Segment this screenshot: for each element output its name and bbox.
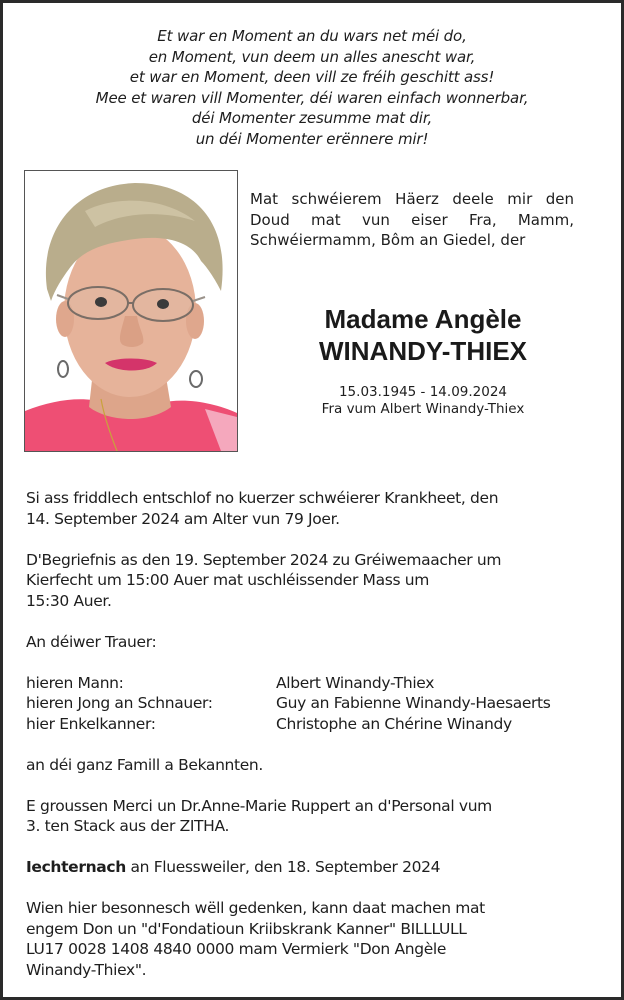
family-line: an déi ganz Famill a Bekannten. <box>26 755 263 774</box>
life-dates-block <box>293 384 553 418</box>
mourners-list <box>26 673 606 735</box>
spouse-line: Fra vum Albert Winandy-Thiex <box>321 401 525 417</box>
memorial-poem <box>3 26 621 149</box>
intro-line: Schwéiermamm, Bôm an Giedel, der <box>250 231 526 249</box>
mourner-names: Christophe an Chérine Winandy <box>276 714 512 733</box>
donation-line: engem Don un "d'Fondatioun Kriibskrank Kanner" BILLLULL <box>26 919 467 938</box>
intro-line: Mat schwéierem Häerz deele mir den <box>250 190 574 208</box>
funeral-line: D'Begriefnis as den 19. September 2024 zu Gréiwemaacher um <box>26 550 502 569</box>
poem-line: un déi Momenter erënnere mir! <box>195 129 429 148</box>
mourning-heading: An déiwer Trauer: <box>26 632 157 651</box>
mourner-relation: hier Enkelkanner: <box>26 714 156 733</box>
announcement-intro <box>250 189 574 251</box>
poem-line: et war en Moment, deen vill ze fréih geschitt ass! <box>129 68 495 86</box>
thanks <box>26 796 606 837</box>
poem-line: Mee et waren vill Momenter, déi waren einfach wonnerbar, <box>95 88 529 107</box>
thanks-line: E groussen Merci un Dr.Anne-Marie Ruppert an d'Personal vum <box>26 796 492 815</box>
funeral-info <box>26 550 606 612</box>
death-notice-line: 14. September 2024 am Alter vun 79 Joer. <box>26 509 340 528</box>
place-name: Iechternach <box>26 858 126 876</box>
funeral-line: 15:30 Auer. <box>26 591 112 610</box>
life-dates: 15.03.1945 - 14.09.2024 <box>338 384 508 400</box>
poem-line: Et war en Moment an du wars net méi do, <box>157 27 467 45</box>
mourner-row <box>26 673 606 694</box>
mourner-relation: hieren Mann: <box>26 673 124 692</box>
notice-body <box>26 488 606 1000</box>
intro-line: Doud mat vun eiser Fra, Mamm, <box>250 210 574 229</box>
mourner-names: Guy an Fabienne Winandy-Haesaerts <box>276 694 551 712</box>
mourner-row <box>26 693 606 714</box>
mourner-relation: hieren Jong an Schnauer: <box>26 694 213 712</box>
left-eye <box>95 297 107 307</box>
poem-line: déi Momenter zesumme mat dir, <box>191 109 433 127</box>
deceased-name-line1: Madame Angèle <box>324 304 522 334</box>
funeral-line: Kierfecht um 15:00 Auer mat uschléissender Mass um <box>26 571 429 589</box>
deceased-name <box>293 303 553 367</box>
deceased-name-line2: WINANDY-THIEX <box>319 336 527 366</box>
mourner-names: Albert Winandy-Thiex <box>276 673 435 692</box>
donation-info <box>26 898 606 980</box>
death-notice <box>26 488 606 529</box>
donation-line: Wien hier besonnesch wëll gedenken, kann daat machen mat <box>26 899 485 917</box>
portrait-photo <box>24 170 238 452</box>
donation-line: Winandy-Thiex". <box>26 960 147 979</box>
mourner-row <box>26 714 606 735</box>
thanks-line: 3. ten Stack aus der ZITHA. <box>26 817 230 835</box>
right-eye <box>157 299 169 309</box>
place-date-rest: an Fluessweiler, den 18. September 2024 <box>125 858 441 876</box>
portrait-illustration <box>25 171 237 451</box>
donation-line: LU17 0028 1408 4840 0000 mam Vermierk "Don Angèle <box>26 940 447 958</box>
death-notice-line: Si ass friddlech entschlof no kuerzer schwéierer Krankheet, den <box>26 489 499 507</box>
poem-line: en Moment, vun deem un alles anescht war, <box>148 47 476 66</box>
place-date <box>26 857 606 878</box>
